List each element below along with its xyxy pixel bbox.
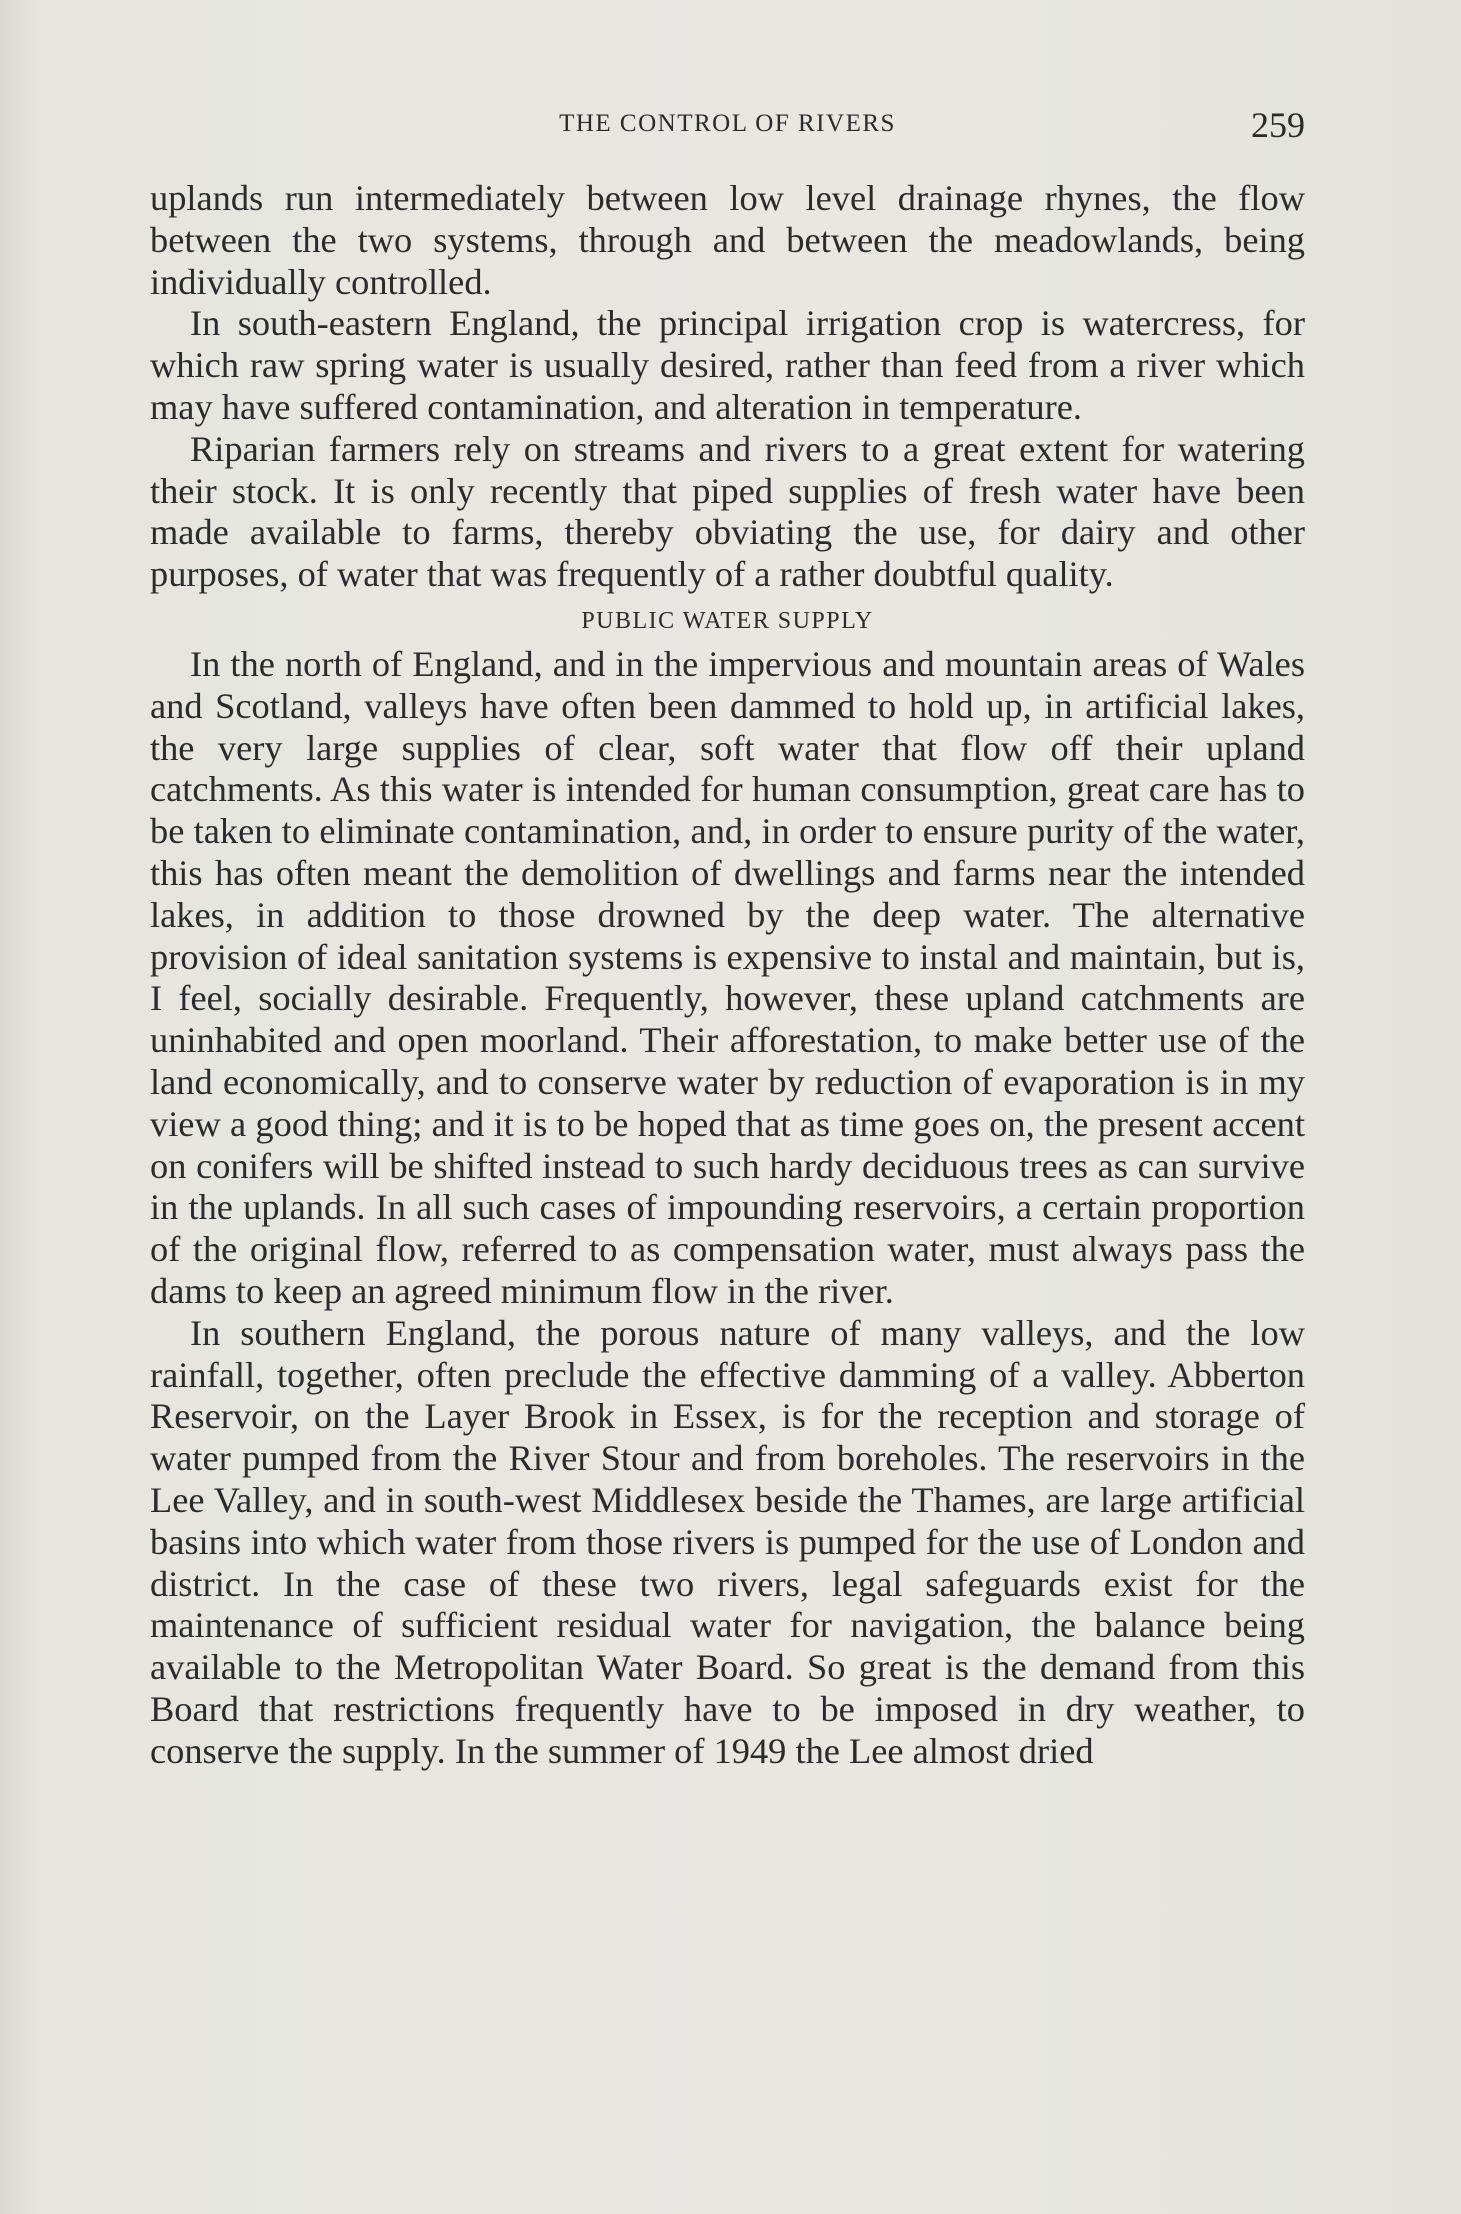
running-title: THE CONTROL OF RIVERS: [559, 110, 896, 137]
paragraph-riparian-farmers: Riparian farmers rely on streams and rivers to a great extent for watering their stock. It is only recently that piped supplies of fresh water have been made available to farms, thereby obviating the use, for dairy and other purposes, of water that was frequently of a rather doubtful quality.: [150, 428, 1305, 595]
page-header: [150, 104, 1305, 144]
paragraph-southern-england: In southern England, the porous nature of many valleys, and the low rainfall, together, often preclude the effective damming of a valley. Abberton Reservoir, on the Layer Brook in Essex, is for the reception and storage of water pumped from the River Stour and from boreholes. The reservoirs in the Lee Valley, and in south-west Middlesex beside the Thames, are large artificial basins into which water from those rivers is pumped for the use of London and district. In the case of these two rivers, legal safeguards exist for the maintenance of sufficient residual water for navigation, the balance being available to the Metropolitan Water Board. So great is the demand from this Board that restrictions frequently have to be imposed in dry weather, to conserve the supply. In the summer of 1949 the Lee almost dried: [150, 1312, 1305, 1771]
paragraph-north-england: In the north of England, and in the impervious and mountain areas of Wales and Scotland, valleys have often been dammed to hold up, in artificial lakes, the very large supplies of clear, soft water that flow off their upland catchments. As this water is intended for human consumption, great care has to be taken to eliminate contamination, and, in order to ensure purity of the water, this has often meant the demolition of dwellings and farms near the intended lakes, in addition to those drowned by the deep water. The alternative provision of ideal sanitation systems is expensive to instal and maintain, but is, I feel, socially desirable. Frequently, however, these upland catchments are uninhabited and open moorland. Their afforestation, to make better use of the land economically, and to conserve water by reduction of evaporation is in my view a good thing; and it is to be hoped that as time goes on, the present accent on conifers will be shifted instead to such hardy deciduous trees as can survive in the uplands. In all such cases of impounding reservoirs, a certain proportion of the original flow, referred to as compensation water, must always pass the dams to keep an agreed minimum flow in the river.: [150, 643, 1305, 1311]
section-heading: PUBLIC WATER SUPPLY: [581, 607, 874, 634]
paragraph-continuation: uplands run intermediately between low level drainage rhynes, the flow between the two systems, through and between the meadowlands, being individually controlled.: [150, 178, 1305, 302]
body-text: [150, 178, 1305, 1772]
paragraph-watercress: In south-eastern England, the principal irrigation crop is watercress, for which raw spring water is usually desired, rather than feed from a river which may have suffered contamination, and alteration in temperature.: [150, 303, 1305, 427]
page-number: 259: [1251, 105, 1305, 145]
